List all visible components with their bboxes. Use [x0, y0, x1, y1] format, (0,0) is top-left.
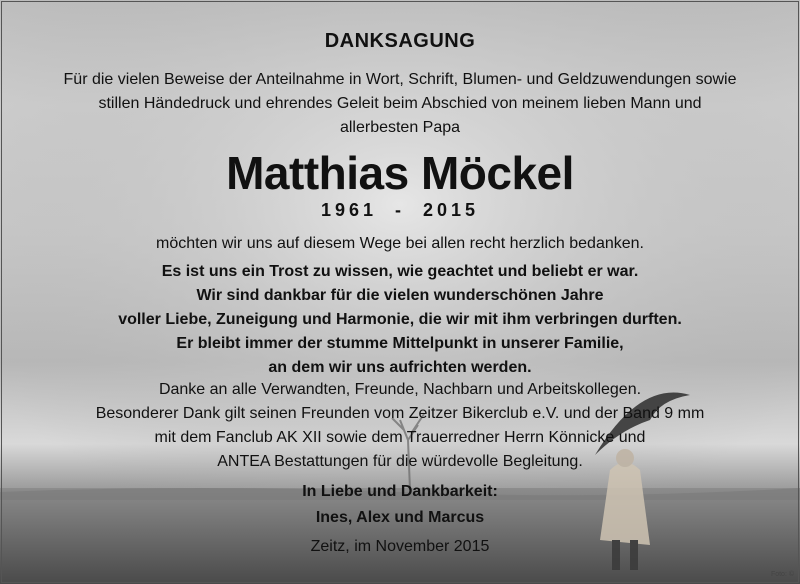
gratitude-line: Danke an alle Verwandten, Freunde, Nachbarn und Arbeitskollegen.: [158, 381, 642, 398]
tribute-line: voller Liebe, Zuneigung und Harmonie, die wir mit ihm verbringen durften.: [118, 311, 682, 328]
closing-line: In Liebe und Dankbarkeit:: [302, 483, 498, 500]
signatories: Ines, Alex und Marcus: [315, 509, 485, 526]
place-date: Zeitz, im November 2015: [310, 538, 490, 555]
intro-line: allerbesten Papa: [339, 119, 461, 136]
year-separator: -: [395, 200, 405, 220]
intro-line: stillen Händedruck und ehrendes Geleit beim Abschied von meinem lieben Mann und: [98, 95, 702, 112]
tribute-line: an dem wir uns aufrichten werden.: [268, 359, 532, 376]
heading: DANKSAGUNG: [324, 30, 476, 52]
birth-year: 1961: [320, 200, 377, 220]
tribute-line: Wir sind dankbar für die vielen wunderschönen Jahre: [196, 287, 604, 304]
gratitude-line: Besonderer Dank gilt seinen Freunden vom Zeitzer Bikerclub e.V. und der Band 9 mm: [95, 405, 705, 422]
death-year: 2015: [423, 200, 480, 220]
gratitude-line: mit dem Fanclub AK XII sowie dem Trauerredner Herrn Könnicke und: [154, 429, 646, 446]
deceased-name: Matthias Möckel: [226, 147, 574, 199]
tribute-line: Er bleibt immer der stumme Mittelpunkt in unserer Familie,: [176, 335, 624, 352]
photo-credit: Foto: ©: [770, 571, 794, 578]
life-years: [0, 200, 800, 221]
thanks-line: möchten wir uns auf diesem Wege bei allen recht herzlich bedanken.: [156, 235, 644, 252]
gratitude-line: ANTEA Bestattungen für die würdevolle Begleitung.: [217, 453, 583, 470]
intro-line: Für die vielen Beweise der Anteilnahme in Wort, Schrift, Blumen- und Geldzuwendungen sowie: [63, 71, 737, 88]
tribute-line: Es ist uns ein Trost zu wissen, wie geachtet und beliebt er war.: [161, 263, 639, 280]
